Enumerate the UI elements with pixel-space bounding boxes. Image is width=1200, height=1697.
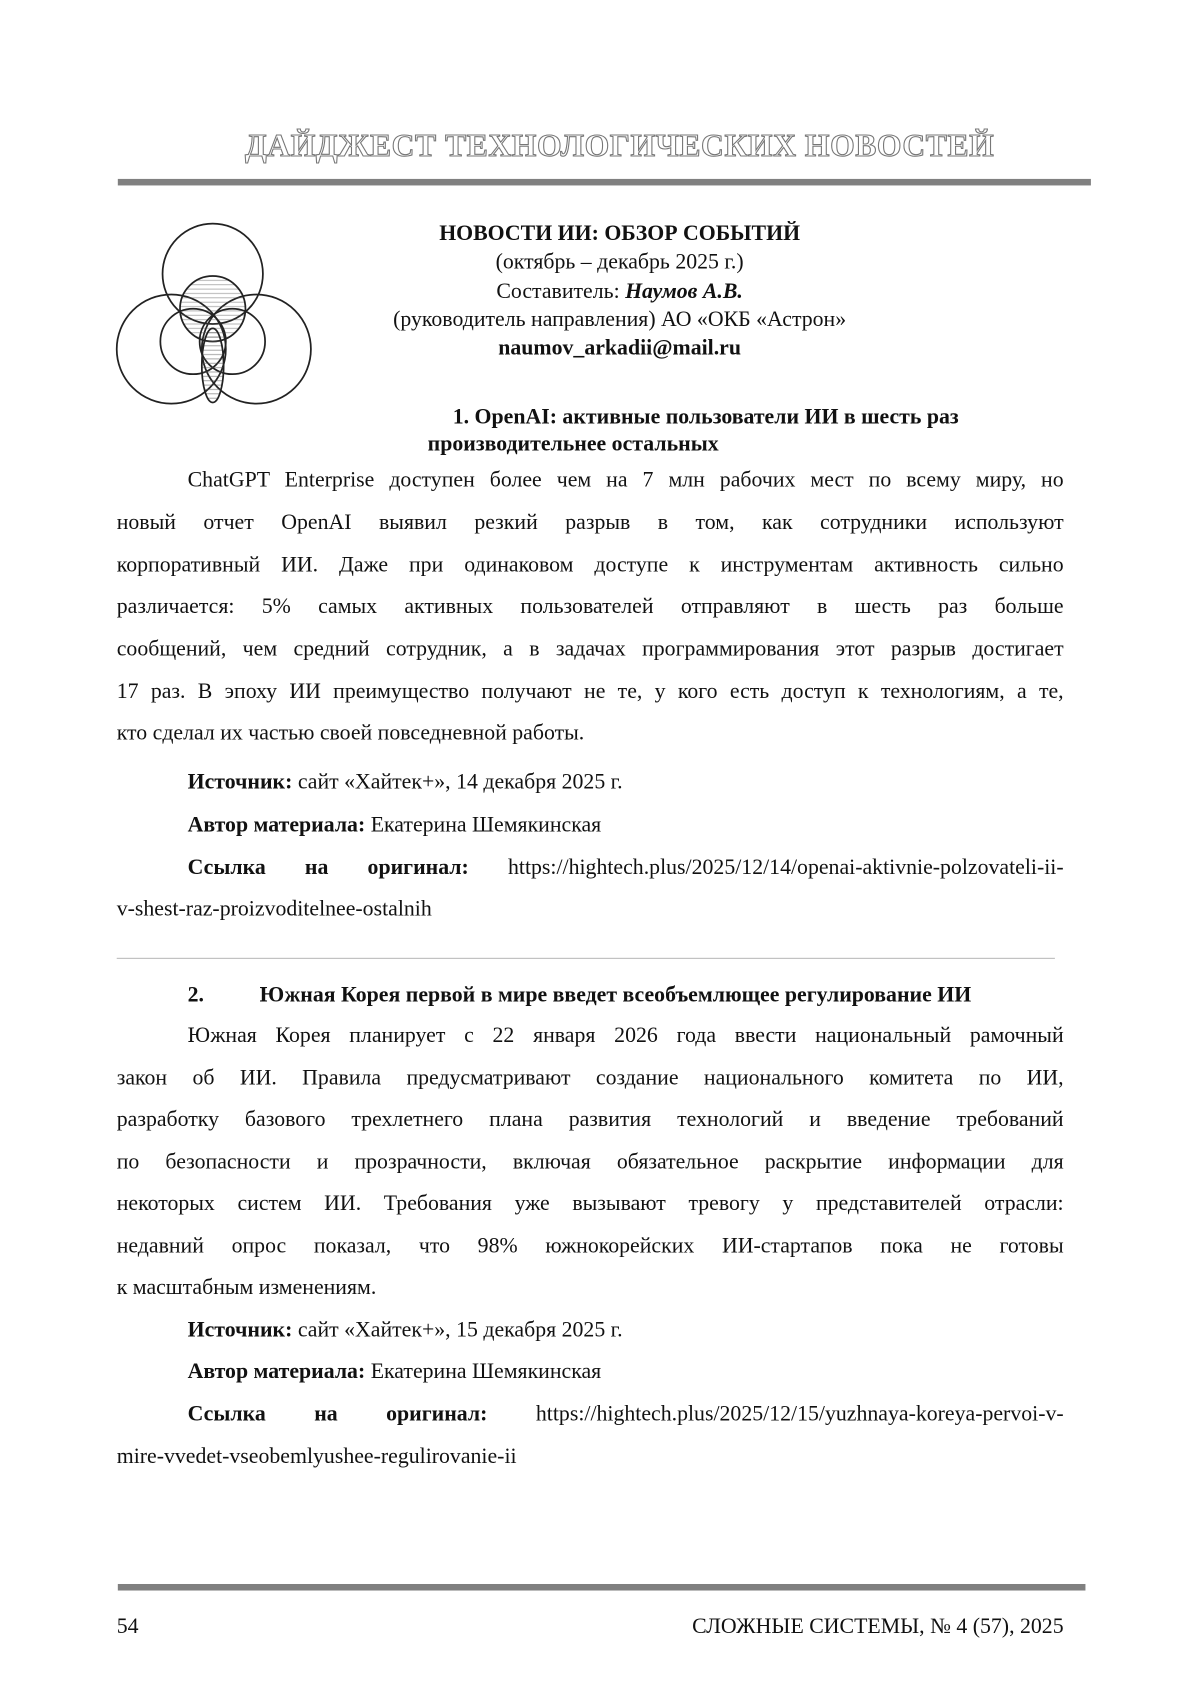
journal-name: СЛОЖНЫЕ СИСТЕМЫ, № 4 (57), 2025 <box>692 1615 1064 1640</box>
article-2-author: Автор материала: Екатерина Шемякинская <box>188 1358 1064 1384</box>
body-line: к масштабным изменениям. <box>117 1274 1064 1300</box>
compiler <box>327 277 912 306</box>
body-line: корпоративный ИИ. Даже при одинаковом доступе к инструментам активность сильно <box>117 552 1064 578</box>
article-1-source: Источник: сайт «Хайтек+», 14 декабря 2025 г. <box>188 769 1064 795</box>
digest-title: НОВОСТИ ИИ: ОБЗОР СОБЫТИЙ <box>327 219 912 248</box>
period: (октябрь – декабрь 2025 г.) <box>327 248 912 277</box>
compiler-name: Наумов А.В. <box>625 279 743 303</box>
article-2-heading: Южная Корея первой в мире введет всеобъемлющее регулирование ИИ <box>260 982 972 1008</box>
header-rule <box>118 179 1091 186</box>
article-2-link-cont[interactable]: mire-vvedet-vseobemlyushee-regulirovanie-ii <box>117 1443 1064 1469</box>
body-line: различается: 5% самых активных пользователей отправляют в шесть раз больше <box>117 593 1064 619</box>
article-2-link-line: Ссылка на оригинал: https://hightech.plus/2025/12/15/yuzhnaya-koreya-pervoi-v- <box>188 1401 1064 1427</box>
running-header: ДАЙДЖЕСТ ТЕХНОЛОГИЧЕСКИХ НОВОСТЕЙ <box>0 129 1200 165</box>
compiler-position: (руководитель направления) АО «ОКБ «Астрон» <box>327 305 912 334</box>
article-2-link[interactable]: https://hightech.plus/2025/12/15/yuzhnaya-koreya-pervoi-v- <box>536 1402 1064 1426</box>
section-divider <box>117 958 1055 959</box>
body-line: сообщений, чем средний сотрудник, а в задачах программирования этот разрыв достигает <box>117 636 1064 662</box>
page-number: 54 <box>117 1615 139 1640</box>
body-line: недавний опрос показал, что 98% южнокорейских ИИ-стартапов пока не готовы <box>117 1233 1064 1259</box>
body-line: некоторых систем ИИ. Требования уже вызывают тревогу у представителей отрасли: <box>117 1190 1064 1216</box>
body-line: новый отчет OpenAI выявил резкий разрыв в том, как сотрудники используют <box>117 509 1064 535</box>
body-line: кто сделал их частью своей повседневной работы. <box>117 720 1064 746</box>
compiler-email: naumov_arkadii@mail.ru <box>327 334 912 363</box>
article-1-author: Автор материала: Екатерина Шемякинская <box>188 812 1064 838</box>
body-line: разработку базового трехлетнего плана развития технологий и введение требований <box>117 1106 1064 1132</box>
article-1-heading-line-2: производительнее остальных <box>428 431 719 457</box>
body-line: по безопасности и прозрачности, включая обязательное раскрытие информации для <box>117 1149 1064 1175</box>
compiler-label: Составитель: <box>496 279 625 303</box>
title-block <box>327 219 912 362</box>
article-1-heading-line-1: 1. OpenAI: активные пользователи ИИ в шесть раз <box>453 404 959 430</box>
journal-logo <box>115 213 322 409</box>
document-page <box>0 0 1200 1697</box>
article-1-link-cont[interactable]: v-shest-raz-proizvoditelnee-ostalnih <box>117 896 1064 922</box>
body-line: закон об ИИ. Правила предусматривают создание национального комитета по ИИ, <box>117 1065 1064 1091</box>
article-2-source: Источник: сайт «Хайтек+», 15 декабря 2025 г. <box>188 1317 1064 1343</box>
article-2-number: 2. <box>188 982 204 1008</box>
body-line: ChatGPT Enterprise доступен более чем на 7 млн рабочих мест по всему миру, но <box>188 467 1064 493</box>
article-1-link-line: Ссылка на оригинал: https://hightech.plus/2025/12/14/openai-aktivnie-polzovateli-ii- <box>188 854 1064 880</box>
body-line: Южная Корея планирует с 22 января 2026 года ввести национальный рамочный <box>188 1022 1064 1048</box>
article-1-link[interactable]: https://hightech.plus/2025/12/14/openai-aktivnie-polzovateli-ii- <box>508 855 1064 879</box>
footer-rule <box>118 1584 1086 1591</box>
body-line: 17 раз. В эпоху ИИ преимущество получают не те, у кого есть доступ к технологиям, а те, <box>117 679 1064 705</box>
